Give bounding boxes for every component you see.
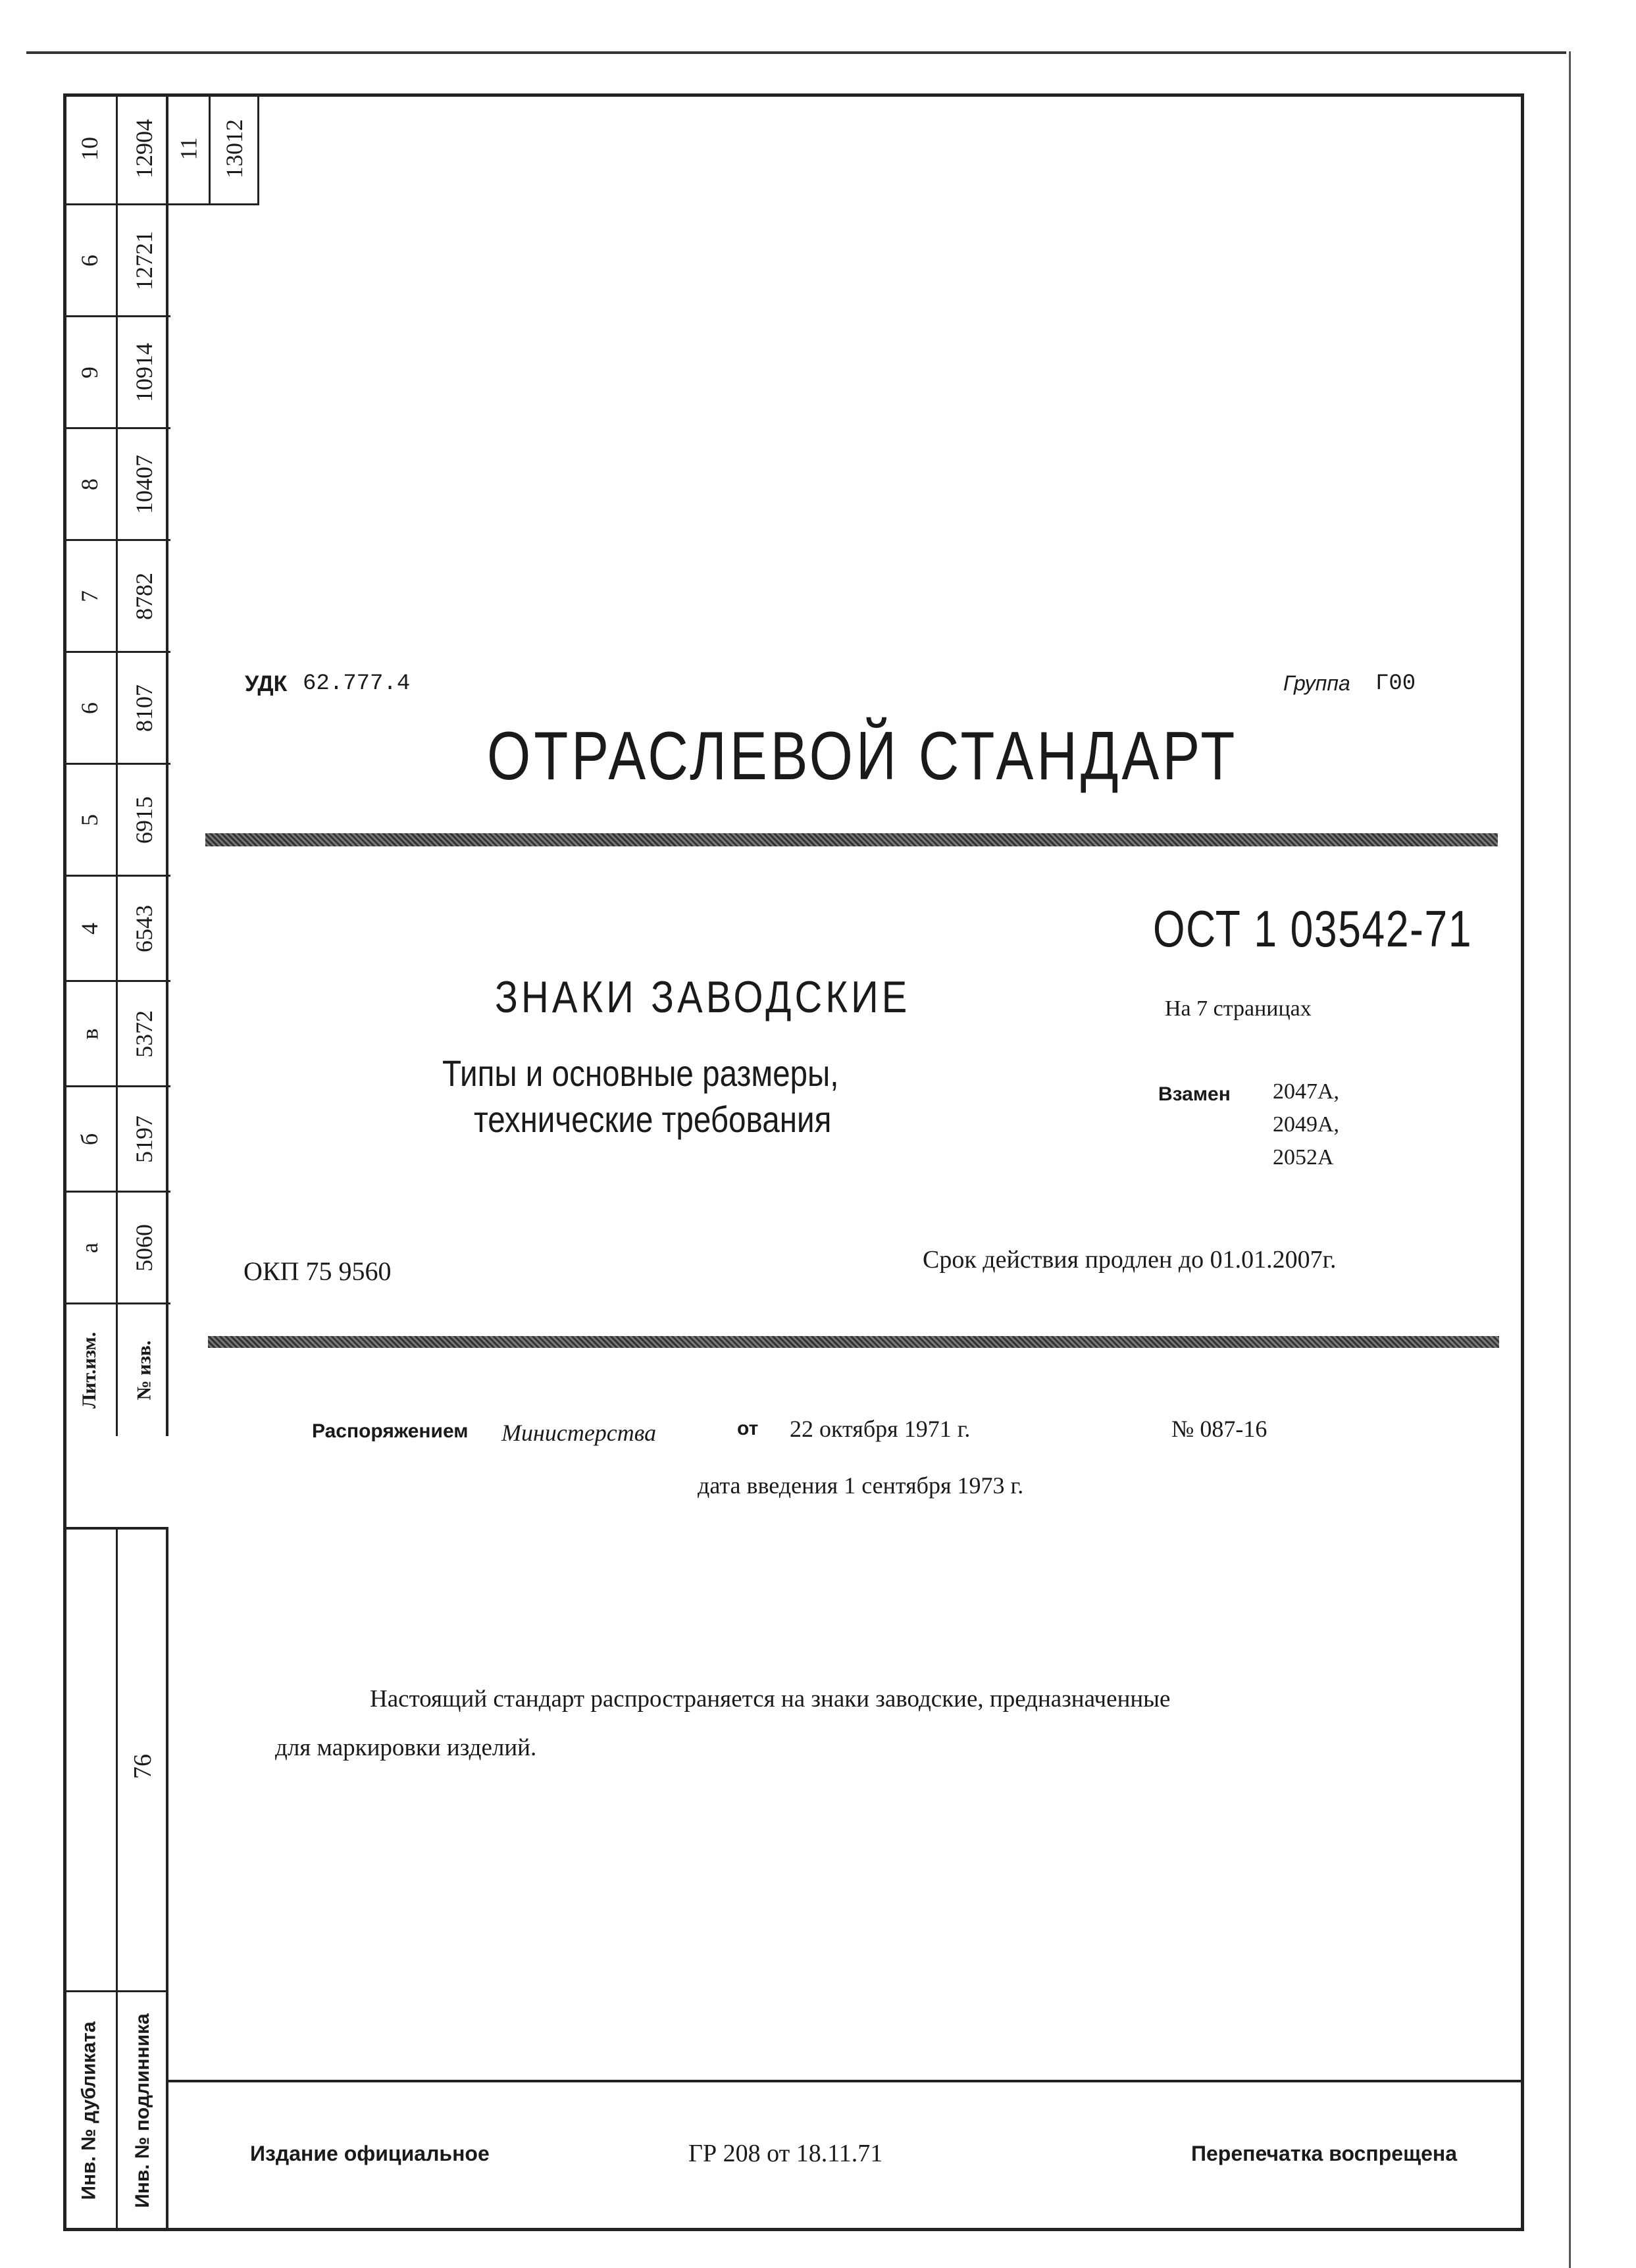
inventory-divider [63,1990,168,1992]
standard-name: ЗНАКИ ЗАВОДСКИЕ [495,972,911,1022]
revision-letter-header: Лит.изм. [78,1331,101,1409]
revision-strip [63,93,168,1436]
replaces-label: Взамен [1158,1083,1231,1105]
original-label-cell: Инв. № подлинника [132,2013,154,2208]
pages-count: На 7 страницах [1165,996,1312,1021]
revision-number: 10407 [118,429,170,541]
section-rule [208,1336,1499,1348]
standard-subtitle-line2: технические требования [474,1098,832,1140]
order-from-label: от [737,1418,759,1439]
revision-letter: 4 [63,877,116,982]
standard-subtitle-line1: Типы и основные размеры, [442,1052,839,1094]
body-paragraph-line2: для маркировки изделий. [275,1734,537,1761]
group-label: Группа [1283,671,1350,695]
order-number: № 087-16 [1171,1416,1267,1442]
replaces-item: 2047А, [1273,1079,1340,1104]
revision-number: 5372 [118,982,170,1087]
revision-letter: 8 [63,429,116,541]
revision-number: 8782 [118,541,170,653]
revision-letter-column [63,93,116,1436]
body-paragraph-line1: Настоящий стандарт распространяется на знаки заводские, предназначенные [370,1686,1171,1713]
order-authority: Министерства [501,1420,657,1446]
revision-number: 12904 [118,93,170,205]
okp-code: ОКП 75 9560 [243,1256,392,1286]
revision-number: 12721 [118,205,170,317]
header-rule [205,833,1498,846]
gr-registration: ГР 208 от 18.11.71 [688,2140,883,2167]
revision-letter: 6 [63,653,116,765]
revision-number: 5197 [118,1087,170,1193]
revision-number-extra: 13012 [211,93,259,205]
revision-number-header: № изв. [133,1340,155,1401]
revision-letter: 6 [63,205,116,317]
duplicate-column [63,1530,116,2231]
revision-number: 8107 [118,653,170,765]
duplicate-label-cell: Инв. № дубликата [78,2021,100,2200]
top-border-line [26,51,1566,54]
validity-period: Срок действия продлен до 01.01.2007г. [923,1246,1337,1274]
intro-date: дата введения 1 сентября 1973 г. [698,1472,1024,1499]
revision-number: 10914 [118,317,170,429]
revision-letter: б [63,1087,116,1193]
revision-letter: 10 [63,93,116,205]
udk-value: 62.777.4 [303,671,411,696]
reprint-prohibited: Перепечатка воспрещена [1191,2142,1457,2165]
revision-number: 5060 [118,1193,170,1304]
original-column [116,1530,166,2231]
order-date: 22 октября 1971 г. [790,1416,971,1442]
revision-number: 6543 [118,877,170,982]
original-value-cell: 76 [129,1754,157,1779]
revision-letter: 5 [63,765,116,877]
official-edition: Издание официальное [250,2142,490,2165]
replaces-item: 2049А, [1273,1112,1340,1137]
revision-letter: 9 [63,317,116,429]
page-title: ОТРАСЛЕВОЙ СТАНДАРТ [487,718,1239,794]
revision-letter: а [63,1193,116,1304]
revision-number: 6915 [118,765,170,877]
udk-label: УДК [245,671,288,696]
inventory-strip [63,1527,168,2231]
revision-number-column [116,93,168,1436]
replaces-item: 2052А [1273,1145,1334,1170]
right-border-line [1569,51,1571,2268]
revision-letter: 7 [63,541,116,653]
revision-letter: в [63,982,116,1087]
group-value: Г00 [1375,671,1416,696]
footer-rule [168,2080,1524,2082]
revision-letter-extra: 11 [168,93,211,205]
order-label: Распоряжением [312,1420,469,1442]
standard-number: ОСТ 1 03542-71 [1153,900,1473,958]
